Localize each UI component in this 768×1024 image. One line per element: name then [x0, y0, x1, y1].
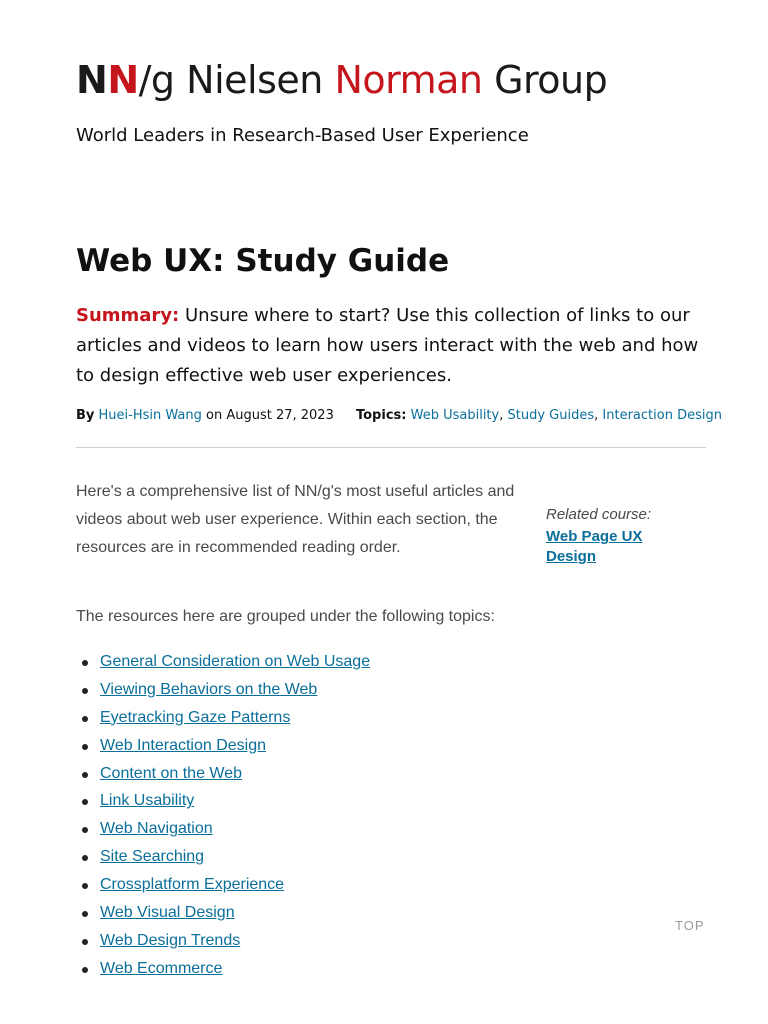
back-to-top-link[interactable]: TOP: [675, 918, 705, 933]
author-link[interactable]: Huei-Hsin Wang: [98, 408, 202, 423]
tagline: World Leaders in Research-Based User Experience: [76, 125, 529, 146]
related-course-label: Related course:: [546, 506, 652, 523]
divider: [76, 447, 706, 448]
topic-link-study-guides[interactable]: Study Guides: [507, 408, 595, 423]
list-item: [76, 760, 370, 788]
article-summary: [76, 301, 706, 391]
list-item: [76, 843, 370, 871]
list-item: [76, 648, 370, 676]
topic-link-eyetracking[interactable]: Eyetracking Gaze Patterns: [100, 708, 291, 726]
topic-link-general-consideration[interactable]: General Consideration on Web Usage: [100, 653, 371, 670]
related-course: [546, 505, 696, 567]
topic-link-web-design-trends[interactable]: Web Design Trends: [100, 931, 241, 949]
topic-separator: ,: [594, 408, 599, 423]
list-item: [76, 899, 370, 927]
publish-date: on August 27, 2023: [206, 408, 334, 423]
list-item: [76, 927, 370, 955]
by-label: By: [76, 408, 95, 423]
topics: [356, 408, 722, 423]
topic-link-list: [76, 648, 370, 983]
grouped-topics-intro: The resources here are grouped under the following topics:: [76, 608, 495, 625]
topic-link-viewing-behaviors[interactable]: Viewing Behaviors on the Web: [100, 680, 318, 698]
topic-link-web-ecommerce[interactable]: Web Ecommerce: [100, 959, 223, 977]
list-item: [76, 732, 370, 760]
topic-link-interaction-design[interactable]: Interaction Design: [602, 408, 722, 423]
logo-word-group: Group: [494, 58, 608, 102]
list-item: [76, 676, 370, 704]
list-item: [76, 871, 370, 899]
topic-separator: ,: [499, 408, 504, 423]
list-item: [76, 815, 370, 843]
topic-link-web-usability[interactable]: Web Usability: [410, 408, 500, 423]
logo-n-red: N: [107, 58, 139, 102]
logo-slash-g: /g: [138, 58, 175, 102]
summary-text: Unsure where to start? Use this collection of links to our articles and videos to learn how users interact with the web and how to design effective web user experiences.: [76, 305, 699, 386]
summary-label: Summary:: [76, 305, 180, 326]
topic-link-web-interaction-design[interactable]: Web Interaction Design: [100, 736, 267, 754]
related-course-link[interactable]: Web Page UX Design: [546, 528, 643, 565]
topics-label: Topics:: [355, 408, 407, 423]
nng-logo[interactable]: [76, 56, 607, 104]
logo-word-nielsen: Nielsen: [186, 58, 323, 102]
logo-word-norman: Norman: [334, 58, 483, 102]
topic-link-content-on-web[interactable]: Content on the Web: [100, 764, 243, 782]
byline: [76, 406, 722, 426]
list-item: [76, 787, 370, 815]
topic-link-web-visual-design[interactable]: Web Visual Design: [100, 904, 235, 922]
topic-link-crossplatform[interactable]: Crossplatform Experience: [100, 876, 285, 894]
intro-paragraph: Here's a comprehensive list of NN/g's most useful articles and videos about web user experience. Within each section, the resources are in recommended reading order.: [76, 483, 515, 556]
list-item: [76, 704, 370, 732]
topic-link-link-usability[interactable]: Link Usability: [100, 792, 195, 810]
logo-n-black: N: [76, 58, 108, 102]
topic-link-site-searching[interactable]: Site Searching: [100, 848, 205, 866]
page-title: Web UX: Study Guide: [76, 243, 450, 279]
topic-link-web-navigation[interactable]: Web Navigation: [100, 820, 213, 838]
list-item: [76, 955, 370, 983]
